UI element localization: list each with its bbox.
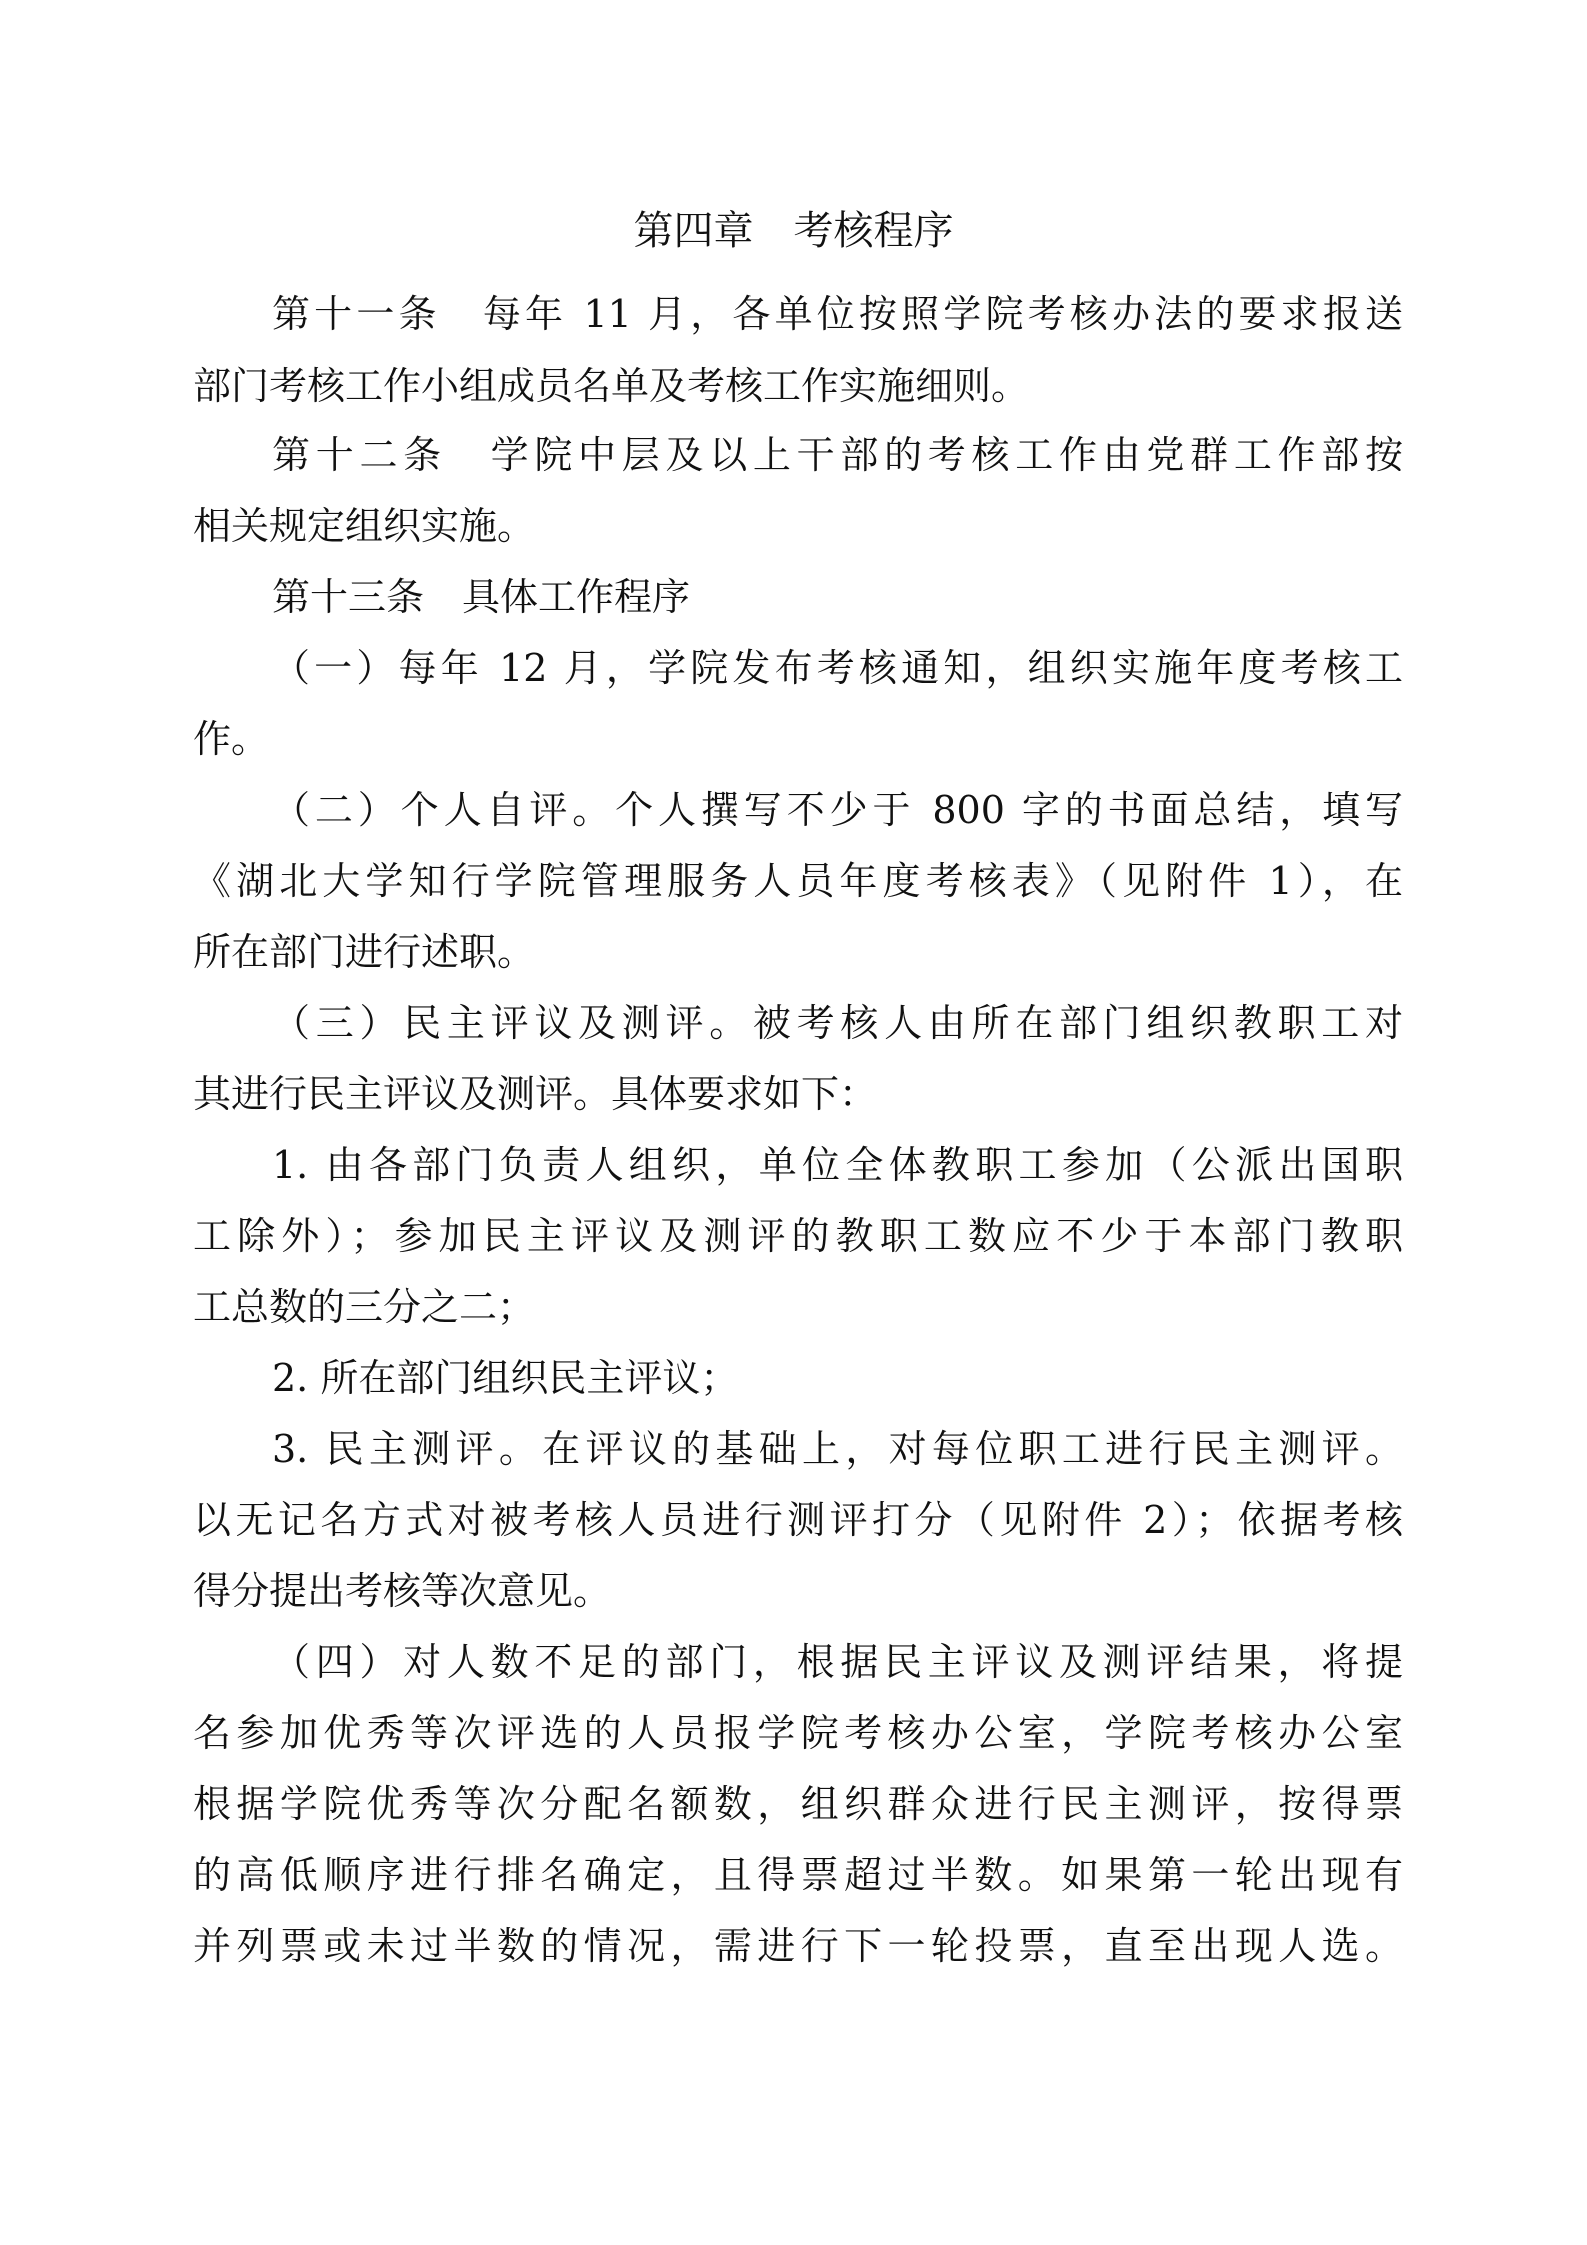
paragraph-line: （二）个人自评。个人撰写不少于 800 字的书面总结，填写 xyxy=(272,788,1403,832)
paragraph-line: 的高低顺序进行排名确定，且得票超过半数。如果第一轮出现有 xyxy=(193,1853,1403,1897)
paragraph-line: 《湖北大学知行学院管理服务人员年度考核表》（见附件 1），在 xyxy=(193,859,1403,903)
paragraph-line: 第十一条 每年 11 月，各单位按照学院考核办法的要求报送 xyxy=(272,292,1403,336)
paragraph-line: 根据学院优秀等次分配名额数，组织群众进行民主测评，按得票 xyxy=(193,1782,1403,1826)
paragraph-line: 第十三条 具体工作程序 xyxy=(272,575,691,619)
paragraph-line: 相关规定组织实施。 xyxy=(193,504,536,548)
paragraph-line: 部门考核工作小组成员名单及考核工作实施细则。 xyxy=(193,364,1030,408)
paragraph-line: 其进行民主评议及测评。具体要求如下： xyxy=(193,1072,878,1116)
paragraph-line: 得分提出考核等次意见。 xyxy=(193,1569,612,1613)
paragraph-line: （三）民主评议及测评。被考核人由所在部门组织教职工对 xyxy=(272,1001,1403,1045)
paragraph-line: 以无记名方式对被考核人员进行测评打分（见附件 2）；依据考核 xyxy=(193,1498,1403,1542)
paragraph-line: （一）每年 12 月，学院发布考核通知，组织实施年度考核工 xyxy=(272,646,1403,690)
paragraph-line: 3. 民主测评。在评议的基础上，对每位职工进行民主测评。 xyxy=(272,1427,1403,1471)
paragraph-line: 并列票或未过半数的情况，需进行下一轮投票，直至出现人选。 xyxy=(193,1924,1403,1968)
paragraph-line: 第十二条 学院中层及以上干部的考核工作由党群工作部按 xyxy=(272,433,1403,477)
paragraph-line: 名参加优秀等次评选的人员报学院考核办公室，学院考核办公室 xyxy=(193,1711,1403,1755)
paragraph-line: （四）对人数不足的部门，根据民主评议及测评结果，将提 xyxy=(272,1640,1403,1684)
paragraph-line: 作。 xyxy=(193,717,270,761)
paragraph-line: 工除外）；参加民主评议及测评的教职工数应不少于本部门教职 xyxy=(193,1214,1403,1258)
paragraph-line: 1. 由各部门负责人组织，单位全体教职工参加（公派出国职 xyxy=(272,1143,1403,1187)
paragraph-line: 2. 所在部门组织民主评议； xyxy=(272,1356,739,1400)
paragraph-line: 所在部门进行述职。 xyxy=(193,930,536,974)
paragraph-line: 工总数的三分之二； xyxy=(193,1285,536,1329)
chapter-title: 第四章 考核程序 xyxy=(633,208,954,254)
